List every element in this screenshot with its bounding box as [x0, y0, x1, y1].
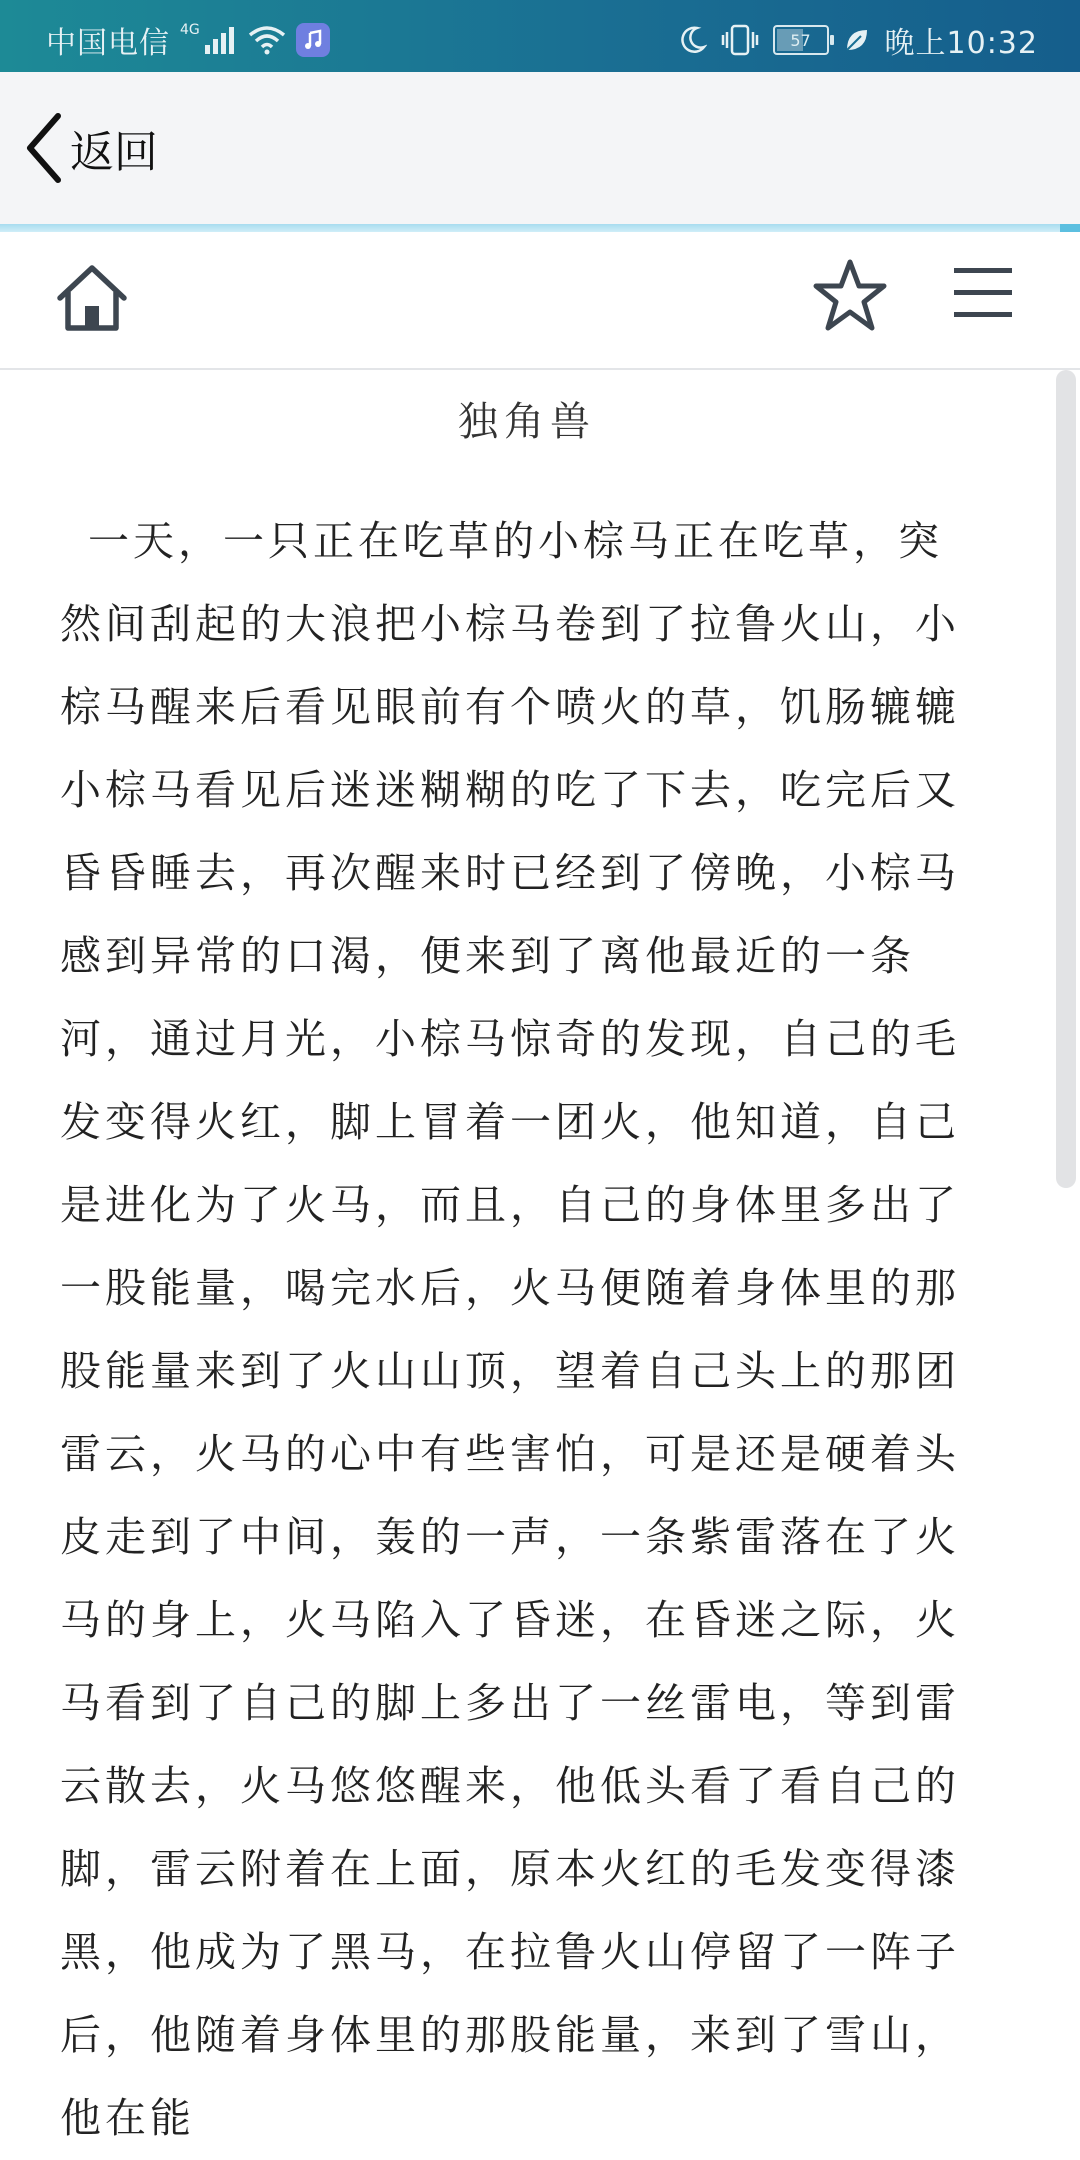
vibrate-icon	[721, 24, 759, 56]
scrollbar[interactable]	[1056, 370, 1076, 1188]
home-icon	[54, 262, 130, 334]
back-button[interactable]	[22, 112, 158, 184]
favorite-button[interactable]	[812, 258, 888, 336]
star-icon	[812, 258, 888, 332]
menu-button[interactable]	[952, 262, 1014, 328]
wifi-icon	[248, 25, 286, 55]
signal-icon	[204, 25, 238, 55]
battery-level: 57	[790, 30, 811, 50]
toolbar	[0, 232, 1080, 370]
music-app-icon	[296, 23, 330, 57]
battery-icon	[773, 25, 829, 55]
network-type: 4G	[180, 22, 200, 38]
back-label: 返回	[70, 127, 158, 178]
home-button[interactable]	[54, 262, 130, 338]
leaf-icon	[843, 26, 871, 54]
article	[0, 370, 1054, 2160]
header-divider-accent	[1060, 224, 1080, 232]
navigation-header	[0, 72, 1080, 224]
header-divider	[0, 224, 1060, 232]
carrier-name: 中国电信	[46, 26, 170, 61]
article-body: 一天，一只正在吃草的小棕马正在吃草，突然间刮起的大浪把小棕马卷到了拉鲁火山，小棕马醒来后看见眼前有个喷火的草，饥肠辘辘小棕马看见后迷迷糊糊的吃了下去，吃完后又昏昏睡去，再次醒来时已经到了傍晚，小棕马感到异常的口渴，便来到了离他最近的一条河，通过月光，小棕马惊奇的发现，自己的毛发变得火红，脚上冒着一团火，他知道，自己是进化为了火马，而且，自己的身体里多出了一股能量，喝完水后，火马便随着身体里的那股能量来到了火山山顶，望着自己头上的那团雷云，火马的心中有些害怕，可是还是硬着头皮走到了中间，轰的一声，一条紫雷落在了火马的身上，火马陷入了昏迷，在昏迷之际，火马看到了自己的脚上多出了一丝雷电，等到雷云散去，火马悠悠醒来，他低头看了看自己的脚，雷云附着在上面，原本火红的毛发变得漆黑，他成为了黑马，在拉鲁火山停留了一阵子后，他随着身体里的那股能量，来到了雪山，他在能	[60, 517, 960, 2142]
article-title: 独角兽	[458, 399, 596, 445]
chevron-left-icon	[22, 112, 66, 184]
status-bar	[0, 0, 1080, 72]
menu-icon	[952, 262, 1014, 324]
moon-icon	[677, 25, 707, 55]
clock: 晚上10:32	[884, 26, 1038, 61]
